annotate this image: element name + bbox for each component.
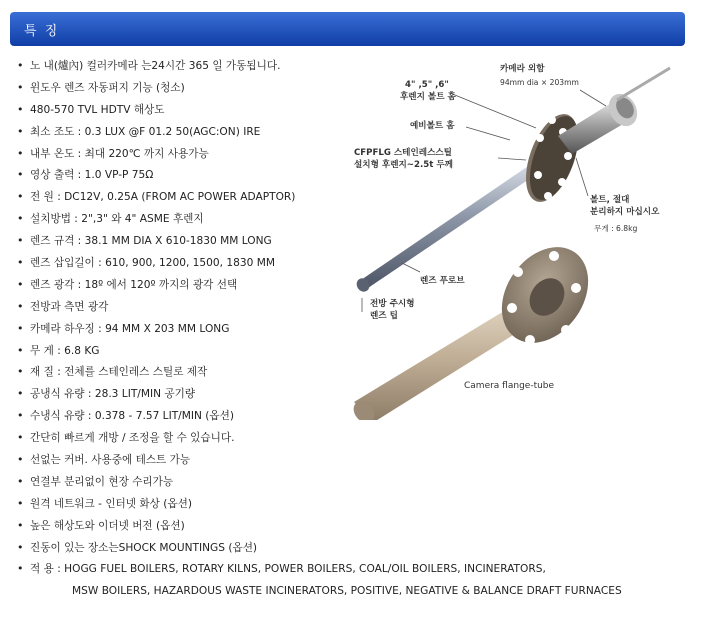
spec-item: • 재 질 : 전체를 스테인레스 스틸로 제작 [14,362,622,384]
section-header [10,12,685,46]
camera-housing-dims-label: 94mm dia × 203mm [500,78,579,87]
camera-probe-illustration [340,50,695,420]
spec-item: • 카메라 하우징 : 94 MM X 203 MM LONG [14,319,622,341]
bolt-warning-label-1: 볼트, 절대 [590,195,630,205]
spec-item: • 렌즈 광각 : 18º 에서 120º 까지의 광각 선택 [14,275,622,297]
weight-label: 무게 : 6.8kg [594,224,638,233]
lens-tip-label-1: 전방 주시형 [370,299,415,309]
spec-item: • 공냉식 유량 : 28.3 LIT/MIN 공기량 [14,384,622,406]
flange-label-1: CFPFLG 스테인레스스틸 [354,148,452,158]
camera-probe-figure [340,50,695,420]
spec-item: • 렌즈 규격 : 38.1 MM DIA X 610-1830 MM LONG [14,231,622,253]
spec-item: • 연결부 분리없이 현장 수리가능 [14,472,622,494]
flange-tube-caption: Camera flange-tube [464,381,555,391]
spec-item: • 선없는 커버. 사용중에 테스트 가능 [14,450,622,472]
bolt-warning-label-2: 분리하지 마십시오 [590,207,660,217]
lens-tip-label-2: 렌즈 팁 [370,311,398,321]
camera-housing-label: 카메라 외함 [500,64,545,74]
spec-item: • 최소 조도 : 0.3 LUX @F 01.2 50(AGC:ON) IRE [14,122,622,144]
spec-item: • 렌즈 삽입길이 : 610, 900, 1200, 1500, 1830 MM [14,253,622,275]
spec-item: • 수냉식 유량 : 0.378 - 7.57 LIT/MIN (옵션) [14,406,622,428]
spec-item: • 원격 네트워크 - 인터넷 화상 (옵션) [14,494,622,516]
bolt-holes-label-2: 후렌지 볼트 홈 [400,92,456,102]
spec-item: • 전 원 : DC12V, 0.25A (FROM AC POWER ADAPTOR) [14,187,622,209]
spec-item: • 전방과 측면 광각 [14,297,622,319]
spec-item: • 설치방법 : 2",3" 와 4" ASME 후렌지 [14,209,622,231]
spec-item: • 윈도우 렌즈 자동퍼지 기능 (청소) [14,78,622,100]
spec-item: • 간단히 빠르게 개방 / 조정을 할 수 있습니다. [14,428,622,450]
spec-item: • 노 내(爐內) 컬러카메라 는24시간 365 일 가동됩니다. [14,56,622,78]
spec-item-continuation: MSW BOILERS, HAZARDOUS WASTE INCINERATORS, POSITIVE, NEGATIVE & BALANCE DRAFT FURNACES [72,585,622,598]
spec-item: • 무 게 : 6.8 KG [14,341,622,363]
spec-item: • 높은 해상도와 이더넷 버전 (옵션) [14,516,622,538]
flange-label-2: 설치형 후렌지~2.5t 두께 [354,160,453,170]
spec-item: • 내부 온도 : 최대 220℃ 까지 사용가능 [14,144,622,166]
spec-item: • 영상 출력 : 1.0 VP-P 75Ω [14,165,622,187]
bolt-holes-label-1: 4" ,5" ,6" [405,80,449,90]
spare-bolt-hole-label: 예비볼트 홈 [410,121,455,131]
lens-probe-label: 렌즈 푸로브 [420,276,465,286]
spec-item: • 적 용 : HOGG FUEL BOILERS, ROTARY KILNS, POWER BOILERS, COAL/OIL BOILERS, INCINERATORS, [14,559,622,581]
section-title: 특 징 [24,24,60,39]
spec-item: • 진동이 있는 장소는SHOCK MOUNTINGS (옵션) [14,538,622,560]
spec-item: • 480-570 TVL HDTV 해상도 [14,100,622,122]
flange-plate [516,107,589,209]
